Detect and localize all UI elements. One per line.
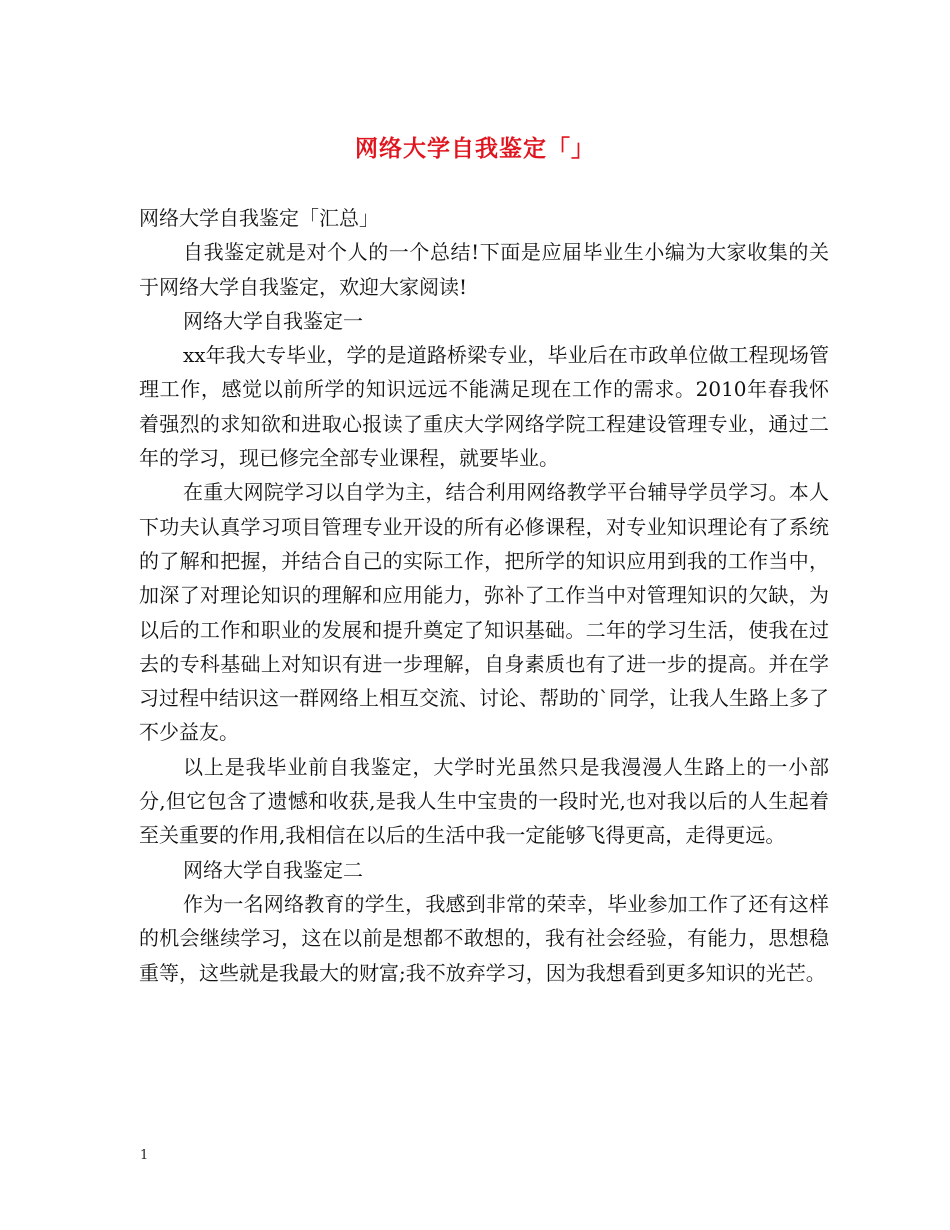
document-body [139, 201, 829, 990]
paragraph-one-a: xx年我大专毕业，学的是道路桥梁专业，毕业后在市政单位做工程现场管理工作，感觉以前所学的知识远远不能满足现在工作的需求。2010年春我怀着强烈的求知欲和进取心报读了重庆大学网络学院工程建设管理专业，通过二年的学习，现已修完全部专业课程，就要毕业。 [139, 343, 829, 471]
page-title: 网络大学自我鉴定「」 [355, 135, 595, 162]
paragraph-one-c: 以上是我毕业前自我鉴定，大学时光虽然只是我漫漫人生路上的一小部分,但它包含了遗憾和收获,是我人生中宝贵的一段时光,也对我以后的人生起着至关重要的作用,我相信在以后的生活中我一定能够飞得更高，走得更远。 [139, 754, 829, 848]
document-subtitle: 网络大学自我鉴定「汇总」 [139, 206, 379, 230]
section-heading-two: 网络大学自我鉴定二 [183, 857, 363, 882]
page-number: 1 [140, 1148, 149, 1163]
paragraph-one-b: 在重大网院学习以自学为主，结合利用网络教学平台辅导学员学习。本人下功夫认真学习项目管理专业开设的所有必修课程，对专业知识理论有了系统的了解和把握，并结合自己的实际工作，把所学的知识应用到我的工作当中，加深了对理论知识的理解和应用能力，弥补了工作当中对管理知识的欠缺，为以后的工作和职业的发展和提升奠定了知识基础。二年的学习生活，使我在过去的专科基础上对知识有进一步理解，自身素质也有了进一步的提高。并在学习过程中结识这一群网络上相互交流、讨论、帮助的`同学，让我人生路上多了不少益友。 [139, 480, 829, 745]
paragraph-intro: 自我鉴定就是对个人的一个总结!下面是应届毕业生小编为大家收集的关于网络大学自我鉴定，欢迎大家阅读! [139, 240, 829, 299]
paragraph-two-a: 作为一名网络教育的学生，我感到非常的荣幸，毕业参加工作了还有这样的机会继续学习，这在以前是想都不敢想的，我有社会经验，有能力，思想稳重等，这些就是我最大的财富;我不放弃学习，因为我想看到更多知识的光芒。 [139, 891, 829, 985]
section-heading-one: 网络大学自我鉴定一 [183, 308, 363, 333]
